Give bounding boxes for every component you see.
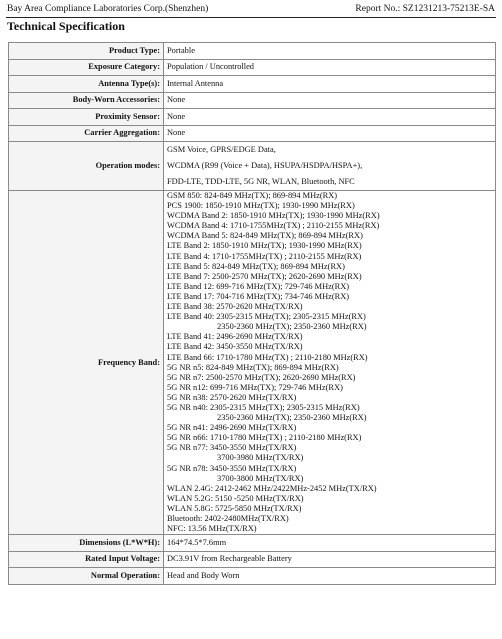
row-label: Rated Input Voltage: [9,551,164,568]
row-label: Body-Worn Accessories: [9,92,164,109]
row-value: None [164,125,496,142]
row-label: Proximity Sensor: [9,109,164,126]
row-label: Product Type: [9,43,164,60]
frequency-line: 5G NR n41: 2496-2690 MHz(TX/RX) [167,423,297,433]
row-value: Head and Body Worn [164,568,496,585]
frequency-line: LTE Band 17: 704-716 MHz(TX); 734-746 MHz(RX) [167,291,350,301]
frequency-line: 5G NR n12: 699-716 MHz(TX); 729-746 MHz(RX) [167,382,343,392]
frequency-line: WCDMA Band 4: 1710-1755MHz(TX) ; 2110-2155 MHz(RX) [167,221,380,231]
frequency-line: LTE Band 42: 3450-3550 MHz(TX/RX) [167,342,303,352]
frequency-line: 5G NR n66: 1710-1780 MHz(TX) ; 2110-2180 MHz(RX) [167,433,362,443]
table-row [9,551,496,568]
table-row [9,191,496,535]
frequency-line: WLAN 2.4G: 2412-2462 MHz/2422MHz-2452 MHz(TX/RX) [167,483,377,493]
row-label: Carrier Aggregation: [9,125,164,142]
row-value: None [164,92,496,109]
frequency-line: 3700-3980 MHz(TX/RX) [217,453,304,463]
table-row [9,92,496,109]
frequency-line: LTE Band 4: 1710-1755MHz(TX) ; 2110-2155 MHz(RX) [167,251,362,261]
frequency-line: 3700-3800 MHz(TX/RX) [217,473,304,483]
frequency-line: 5G NR n38: 2570-2620 MHz(TX/RX) [167,392,297,402]
row-value: Portable [164,43,496,60]
frequency-line: 5G NR n7: 2500-2570 MHz(TX); 2620-2690 MHz(RX) [167,372,356,382]
specification-table [8,42,496,585]
operation-mode-line: FDD-LTE, TDD-LTE, 5G NR, WLAN, Bluetooth, NFC [167,177,355,186]
row-value: None [164,109,496,126]
frequency-line: LTE Band 38: 2570-2620 MHz(TX/RX) [167,302,303,312]
frequency-line: 2350-2360 MHz(TX); 2350-2360 MHz(RX) [217,413,367,423]
report-number: Report No.: SZ1231213-75213E-SA [355,4,495,14]
frequency-line: 5G NR n5: 824-849 MHz(TX); 869-894 MHz(RX) [167,362,339,372]
operation-mode-line: GSM Voice, GPRS/EDGE Data, [167,145,276,154]
frequency-line: GSM 850: 824-849 MHz(TX); 869-894 MHz(RX) [167,191,338,200]
row-value: Population / Uncontrolled [164,59,496,76]
frequency-line: LTE Band 7: 2500-2570 MHz(TX); 2620-2690 MHz(RX) [167,271,362,281]
header-divider [6,17,496,18]
frequency-line: WCDMA Band 2: 1850-1910 MHz(TX); 1930-1990 MHz(RX) [167,211,380,221]
table-row [9,125,496,142]
table-row [9,109,496,126]
row-value: 164*74.5*7.6mm [164,535,496,552]
row-value: Internal Antenna [164,76,496,93]
frequency-line: 2350-2360 MHz(TX); 2350-2360 MHz(RX) [217,322,367,332]
frequency-line: WCDMA Band 5: 824-849 MHz(TX); 869-894 MHz(RX) [167,231,363,241]
frequency-line: 5G NR n77: 3450-3550 MHz(TX/RX) [167,443,297,453]
frequency-line: LTE Band 41: 2496-2690 MHz(TX/RX) [167,332,303,342]
frequency-line: NFC: 13.56 MHz(TX/RX) [167,524,257,534]
frequency-band-cell [164,191,496,535]
frequency-line: 5G NR n78: 3450-3550 MHz(TX/RX) [167,463,297,473]
table-row [9,568,496,585]
frequency-line: LTE Band 5: 824-849 MHz(TX); 869-894 MHz(RX) [167,261,345,271]
frequency-line: 5G NR n40: 2305-2315 MHz(TX); 2305-2315 MHz(RX) [167,402,360,412]
company-name: Bay Area Compliance Laboratories Corp.(Shenzhen) [7,4,209,14]
table-row [9,59,496,76]
frequency-line: WLAN 5.8G: 5725-5850 MHz(TX/RX) [167,503,302,513]
frequency-line: LTE Band 66: 1710-1780 MHz(TX) ; 2110-2180 MHz(RX) [167,352,368,362]
row-label: Operation modes: [9,142,164,191]
operation-modes-cell [164,142,496,191]
report-header [7,4,495,14]
row-label: Antenna Type(s): [9,76,164,93]
row-label: Exposure Category: [9,59,164,76]
operation-mode-line: WCDMA (R99 (Voice + Data), HSUPA/HSDPA/HSPA+), [167,161,363,170]
frequency-line: LTE Band 40: 2305-2315 MHz(TX); 2305-2315 MHz(RX) [167,312,366,322]
frequency-line: PCS 1900: 1850-1910 MHz(TX); 1930-1990 MHz(RX) [167,201,355,211]
table-row [9,43,496,60]
section-title: Technical Specification [7,19,125,33]
row-label: Normal Operation: [9,568,164,585]
table-row [9,142,496,191]
row-label: Dimensions (L*W*H): [9,535,164,552]
frequency-line: LTE Band 2: 1850-1910 MHz(TX); 1930-1990 MHz(RX) [167,241,362,251]
frequency-line: LTE Band 12: 699-716 MHz(TX); 729-746 MHz(RX) [167,281,350,291]
frequency-line: WLAN 5.2G: 5150 -5250 MHz(TX/RX) [167,493,304,503]
table-row [9,535,496,552]
table-row [9,76,496,93]
frequency-line: Bluetooth: 2402-2480MHz(TX/RX) [167,514,289,523]
row-label: Frequency Band: [9,191,164,535]
row-value: DC3.91V from Rechargeable Battery [164,551,496,568]
